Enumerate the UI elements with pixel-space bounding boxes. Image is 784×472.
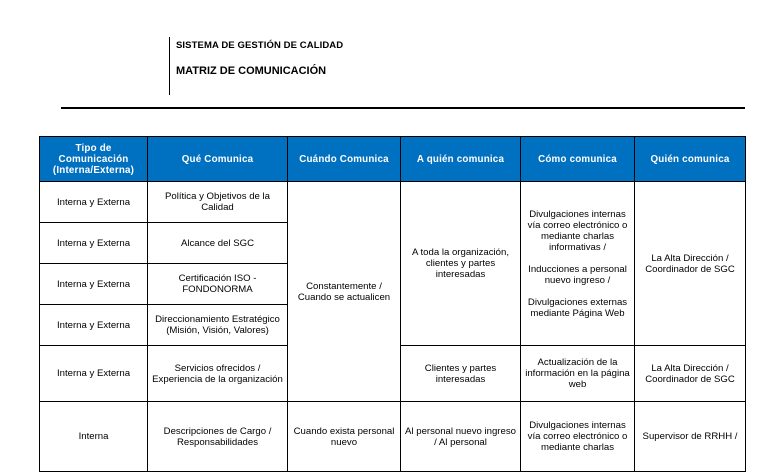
cell-como-2: Actualización de la información en la página web xyxy=(521,346,635,402)
cell-a-quien-3: Al personal nuevo ingreso / Al personal xyxy=(401,402,521,472)
cell-quien-2: La Alta Dirección / Coordinador de SGC xyxy=(635,346,746,402)
cell-que: Certificación ISO - FONDONORMA xyxy=(148,264,288,305)
cell-tipo: Interna y Externa xyxy=(40,223,148,264)
como-1c-text: Divulgaciones externas mediante Página Web xyxy=(527,296,628,319)
header-rule xyxy=(61,107,745,109)
cell-que: Política y Objetivos de la Calidad xyxy=(148,182,288,223)
system-title: SISTEMA DE GESTIÓN DE CALIDAD xyxy=(176,40,344,51)
header-divider xyxy=(169,37,170,95)
col-header-tipo: Tipo de Comunicación (Interna/Externa) xyxy=(40,137,148,182)
cell-quien-1: La Alta Dirección / Coordinador de SGC xyxy=(635,182,746,346)
communication-matrix-table xyxy=(39,136,746,472)
cell-como-1 xyxy=(521,182,635,346)
cell-a-quien-2: Clientes y partes interesadas xyxy=(401,346,521,402)
cell-quien-3: Supervisor de RRHH / xyxy=(635,402,746,472)
table-header-row xyxy=(40,137,746,182)
col-header-que: Qué Comunica xyxy=(148,137,288,182)
cell-que: Direccionamiento Estratégico (Misión, Visión, Valores) xyxy=(148,305,288,346)
table-row xyxy=(40,182,746,223)
cell-tipo: Interna y Externa xyxy=(40,305,148,346)
cell-como-3: Divulgaciones internas vía correo electrónico o mediante charlas xyxy=(521,402,635,472)
col-header-a-quien: A quién comunica xyxy=(401,137,521,182)
cell-cuando-2: Cuando exista personal nuevo xyxy=(288,402,401,472)
como-1b-text: Inducciones a personal nuevo ingreso / xyxy=(528,263,627,286)
cell-que: Servicios ofrecidos / Experiencia de la organización xyxy=(148,346,288,402)
document-title: MATRIZ DE COMUNICACIÓN xyxy=(176,65,327,77)
cell-que: Alcance del SGC xyxy=(148,223,288,264)
col-header-como: Cómo comunica xyxy=(521,137,635,182)
col-header-cuando: Cuándo Comunica xyxy=(288,137,401,182)
cell-que: Descripciones de Cargo / Responsabilidades xyxy=(148,402,288,472)
como-1a-text: Divulgaciones internas vía correo electrónico o mediante charlas informativas / xyxy=(527,208,628,253)
cell-cuando-1: Constantemente / Cuando se actualicen xyxy=(288,182,401,402)
cell-tipo: Interna y Externa xyxy=(40,264,148,305)
cell-tipo: Interna y Externa xyxy=(40,346,148,402)
cell-a-quien-1: A toda la organización, clientes y partes interesadas xyxy=(401,182,521,346)
cell-tipo: Interna xyxy=(40,402,148,472)
col-header-quien: Quién comunica xyxy=(635,137,746,182)
cell-tipo: Interna y Externa xyxy=(40,182,148,223)
table-row xyxy=(40,402,746,472)
